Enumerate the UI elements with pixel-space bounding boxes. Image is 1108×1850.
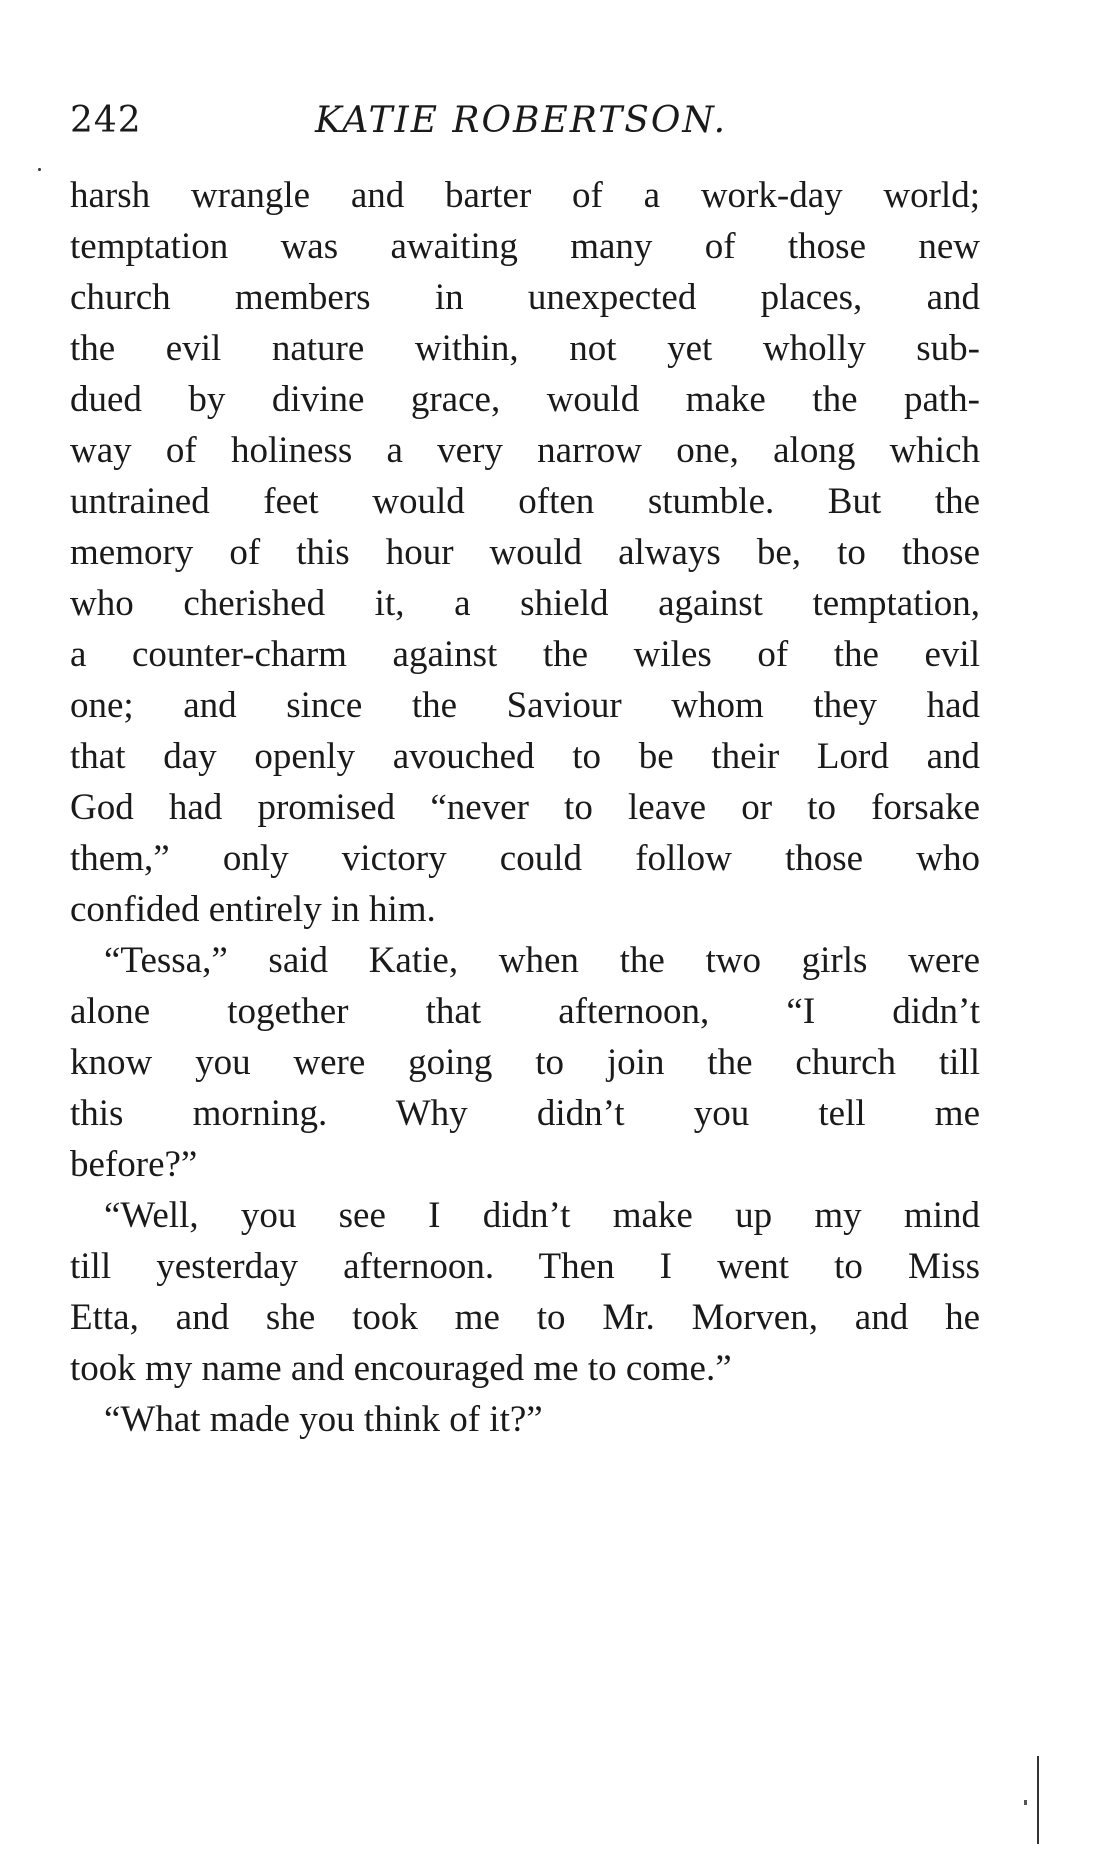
text-line: temptation was awaiting many of those new xyxy=(70,226,980,267)
text-line: a counter-charm against the wiles of the evil xyxy=(70,634,980,675)
text-line: this morning. Why didn’t you tell me xyxy=(70,1093,980,1134)
text-line: “Well, you see I didn’t make up my mind xyxy=(104,1195,980,1236)
page-edge-mark xyxy=(1037,1756,1039,1844)
text-line: “Tessa,” said Katie, when the two girls were xyxy=(104,940,980,981)
ink-speck xyxy=(38,168,41,171)
text-line: the evil nature within, not yet wholly sub- xyxy=(70,328,980,369)
text-line: way of holiness a very narrow one, along which xyxy=(70,430,980,471)
text-line: them,” only victory could follow those who xyxy=(70,838,980,879)
page-edge-speck xyxy=(1024,1800,1027,1805)
text-line: untrained feet would often stumble. But the xyxy=(70,481,980,522)
text-line: confided entirely in him. xyxy=(70,889,436,930)
text-line: know you were going to join the church till xyxy=(70,1042,980,1083)
page-number: 242 xyxy=(70,100,142,141)
text-line: took my name and encouraged me to come.” xyxy=(70,1348,732,1389)
text-line: memory of this hour would always be, to those xyxy=(70,532,980,573)
text-line: dued by divine grace, would make the path- xyxy=(70,379,980,420)
text-line: Etta, and she took me to Mr. Morven, and he xyxy=(70,1297,980,1338)
text-line: harsh wrangle and barter of a work-day world; xyxy=(70,175,980,216)
text-line: who cherished it, a shield against temptation, xyxy=(70,583,980,624)
text-line: alone together that afternoon, “I didn’t xyxy=(70,991,980,1032)
text-line: that day openly avouched to be their Lord and xyxy=(70,736,980,777)
running-title: KATIE ROBERTSON. xyxy=(315,100,728,141)
page-header xyxy=(70,100,980,150)
text-line: “What made you think of it?” xyxy=(104,1399,543,1440)
text-line: before?” xyxy=(70,1144,198,1185)
text-line: till yesterday afternoon. Then I went to Miss xyxy=(70,1246,980,1287)
text-line: one; and since the Saviour whom they had xyxy=(70,685,980,726)
text-line: church members in unexpected places, and xyxy=(70,277,980,318)
text-line: God had promised “never to leave or to forsake xyxy=(70,787,980,828)
